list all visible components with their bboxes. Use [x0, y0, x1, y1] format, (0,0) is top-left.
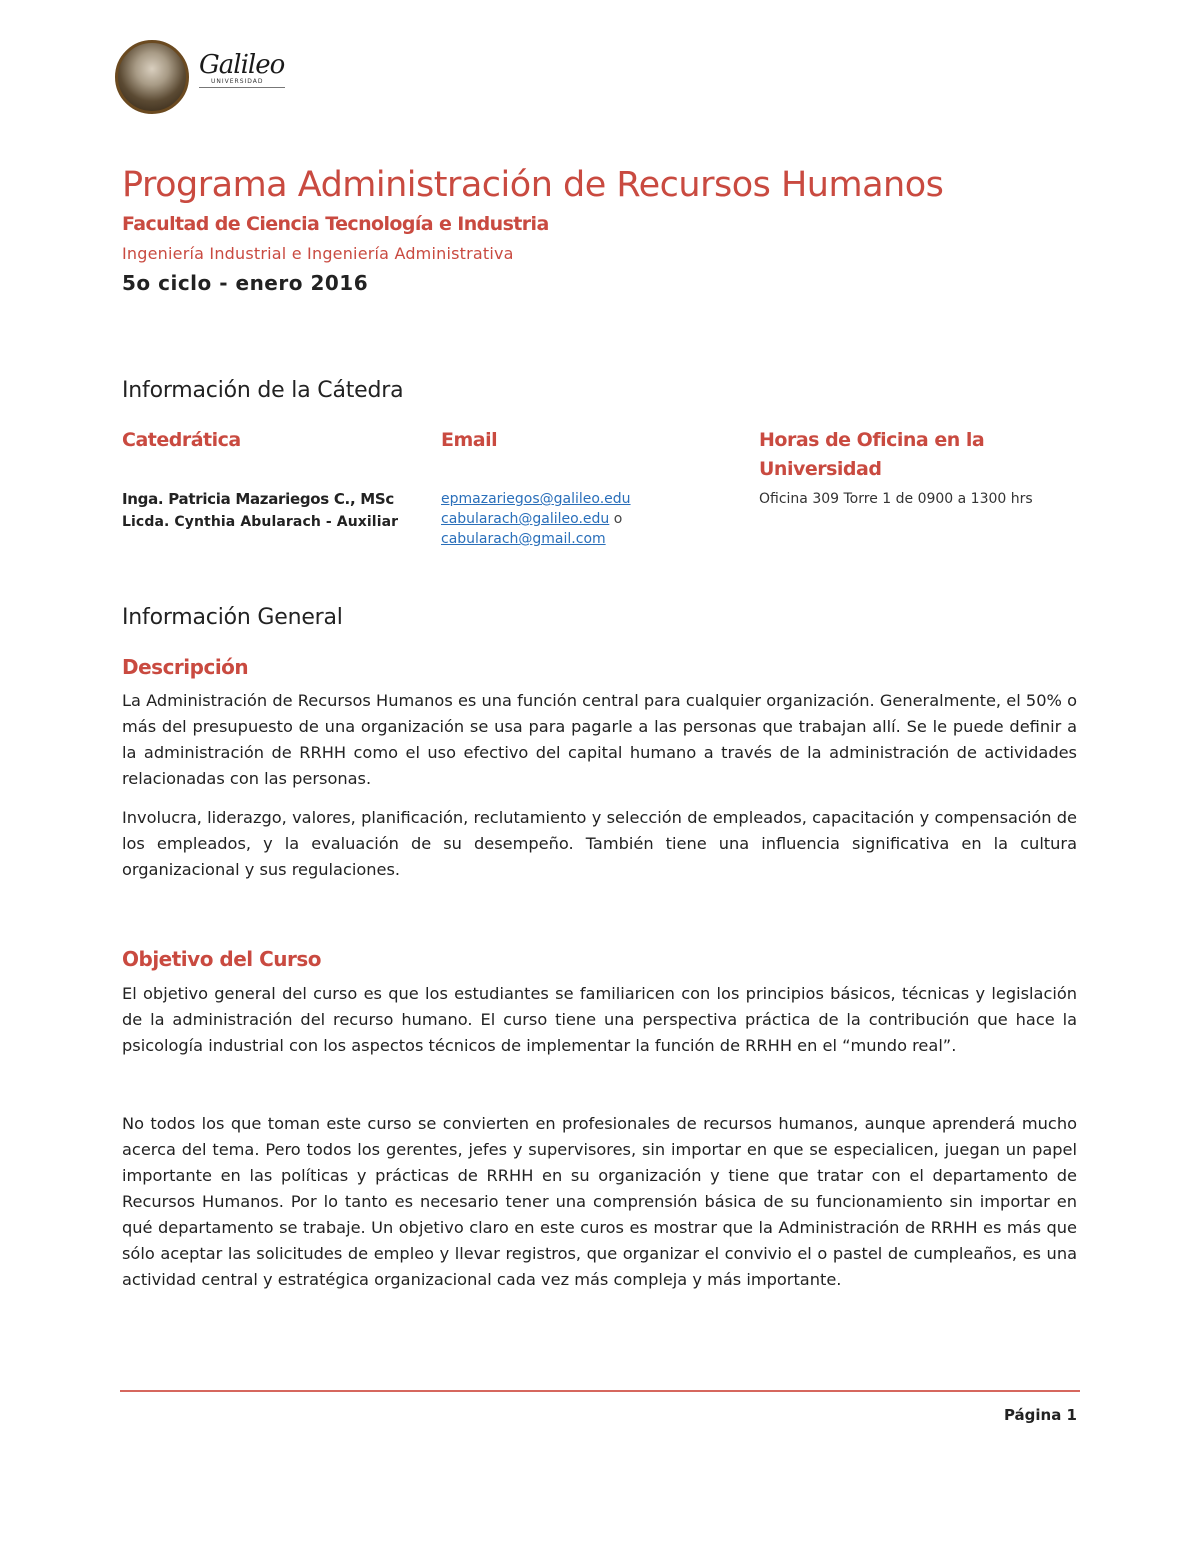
- logo-wordmark: Galileo: [199, 50, 285, 80]
- email-link-2[interactable]: cabularach@galileo.edu: [441, 511, 610, 527]
- col-email-heading: Email: [441, 429, 498, 451]
- footer-rule: [120, 1390, 1080, 1392]
- document-title: Programa Administración de Recursos Humanos: [122, 165, 944, 205]
- teacher-name: Inga. Patricia Mazariegos C., MSc: [122, 490, 394, 508]
- objective-paragraph-2: No todos los que toman este curso se convierten en profesionales de recursos humanos, aunque aprenderá mucho acerca del tema. Pero todos los gerentes, jefes y supervisores, sin importar en que se especialicen, juegan un papel importante en las políticas y prácticas de RRHH en su organización y tiene que tratar con el departamento de Recursos Humanos. Por lo tanto es necesario tener una comprensión básica de su funcionamiento sin importar en qué departamento se trabaje. Un objetivo claro en este curos es mostrar que la Administración de RRHH es más que sólo aceptar las solicitudes de empleo y llevar registros, que organizar el convivio el o pastel de cumpleaños, es una actividad central y estratégica organizacional cada vez más compleja y más importante.: [122, 1114, 1077, 1289]
- description-heading: Descripción: [122, 655, 249, 679]
- description-paragraph-2: Involucra, liderazgo, valores, planificación, reclutamiento y selección de empleados, capacitación y compensación de los empleados, y la evaluación de su desempeño. También tiene una influencia significativa en la cultura organizacional y sus regulaciones.: [122, 808, 1077, 879]
- galileo-logo: [115, 40, 315, 115]
- email-list: [441, 489, 631, 549]
- objective-heading: Objetivo del Curso: [122, 947, 322, 971]
- page-number: Página 1: [1003, 1406, 1077, 1424]
- logo-divider: [199, 87, 285, 88]
- objective-paragraph-1: El objetivo general del curso es que los estudiantes se familiaricen con los principios básicos, técnicas y legislación de la administración del recurso humano. El curso tiene una perspectiva práctica de la contribución que hace la psicología industrial con los aspectos técnicos de implementar la función de RRHH en el “mundo real”.: [122, 984, 1077, 1055]
- office-hours: Oficina 309 Torre 1 de 0900 a 1300 hrs: [759, 491, 1033, 507]
- career-name: Ingeniería Industrial e Ingeniería Administrativa: [122, 244, 514, 263]
- email-or: o: [613, 511, 623, 527]
- assistant-name: Licda. Cynthia Abularach - Auxiliar: [122, 514, 399, 530]
- col-teacher-heading: Catedrática: [122, 429, 241, 451]
- general-heading: Información General: [122, 605, 343, 630]
- galileo-portrait-icon: [115, 40, 189, 114]
- cycle-date: 5o ciclo - enero 2016: [122, 271, 369, 295]
- logo-subtitle: UNIVERSIDAD: [211, 78, 264, 85]
- col-hours-heading: Horas de Oficina en la Universidad: [759, 429, 985, 480]
- email-link-1[interactable]: epmazariegos@galileo.edu: [441, 491, 631, 507]
- catedra-heading: Información de la Cátedra: [122, 378, 404, 403]
- email-link-3[interactable]: cabularach@gmail.com: [441, 531, 606, 547]
- faculty-name: Facultad de Ciencia Tecnología e Industria: [122, 213, 549, 235]
- description-paragraph-1: La Administración de Recursos Humanos es una función central para cualquier organización. Generalmente, el 50% o más del presupuesto de una organización se usa para pagarle a las personas que trabajan allí. Se le puede definir a la administración de RRHH como el uso efectivo del capital humano a través de la administración de actividades relacionadas con las personas.: [122, 691, 1077, 788]
